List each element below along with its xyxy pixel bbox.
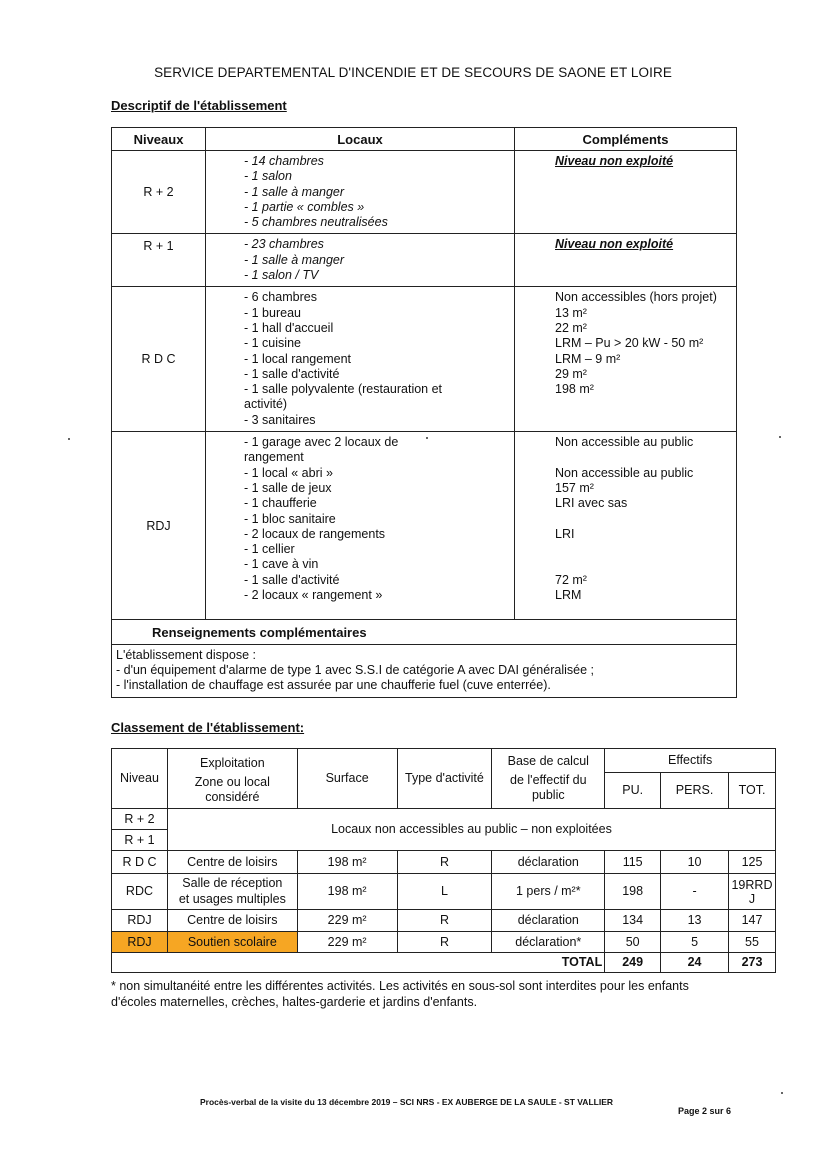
complement-text bbox=[555, 542, 736, 557]
zone-line: et usages multiples bbox=[178, 891, 286, 906]
locaux-cell bbox=[206, 151, 515, 234]
pu-cell: 198 bbox=[605, 874, 661, 910]
complement-text: Niveau non exploité bbox=[555, 237, 674, 252]
header-tot: TOT. bbox=[728, 773, 775, 809]
list-item: - 14 chambres bbox=[244, 154, 324, 168]
pers-cell: - bbox=[661, 874, 729, 910]
header-niveau: Niveau bbox=[112, 749, 168, 809]
list-item: - 3 sanitaires bbox=[244, 412, 316, 427]
total-pu: 249 bbox=[605, 953, 661, 973]
type-cell: R bbox=[397, 851, 492, 874]
footnote bbox=[111, 979, 751, 1010]
descriptif-table bbox=[111, 127, 737, 698]
list-item: - 1 local rangement bbox=[244, 351, 352, 366]
complement-text: LRM – 9 m² bbox=[555, 351, 621, 366]
classement-title: Classement de l'établissement: bbox=[111, 720, 305, 735]
header-base-line: Base de calcul bbox=[507, 753, 589, 768]
table-row bbox=[112, 151, 737, 234]
niveau-cell: R + 1 bbox=[112, 830, 168, 851]
base-cell: 1 pers / m²* bbox=[492, 874, 605, 910]
surface-cell: 198 m² bbox=[297, 874, 397, 910]
locaux-cell bbox=[206, 432, 515, 620]
header-exploitation-line: Zone ou local bbox=[194, 774, 270, 789]
complement-text bbox=[555, 512, 736, 527]
total-label: TOTAL bbox=[112, 953, 605, 973]
list-item: - 1 salle polyvalente (restauration et bbox=[244, 382, 443, 397]
table-row bbox=[112, 809, 776, 830]
classement-header-row bbox=[112, 749, 776, 773]
table-row bbox=[112, 851, 776, 874]
non-access-cell: Locaux non accessibles au public – non exploitées bbox=[167, 809, 775, 851]
list-item: - 1 bureau bbox=[244, 305, 301, 320]
locaux-cell bbox=[206, 287, 515, 432]
list-item: - 1 cuisine bbox=[244, 336, 301, 351]
complement-text: 29 m² bbox=[555, 366, 587, 381]
list-item: - 1 salon bbox=[244, 169, 292, 184]
surface-cell: 198 m² bbox=[297, 851, 397, 874]
complement-text: LRM – Pu > 20 kW - 50 m² bbox=[555, 336, 704, 351]
zone-cell: Centre de loisirs bbox=[167, 851, 297, 874]
renseignements-header-row bbox=[112, 620, 737, 645]
type-cell: R bbox=[397, 910, 492, 932]
table-row bbox=[112, 874, 776, 910]
complement-text: 198 m² bbox=[555, 382, 594, 397]
complement-text: 157 m² bbox=[555, 480, 594, 495]
pu-cell: 134 bbox=[605, 910, 661, 932]
tot-cell: 19RRDJ bbox=[728, 874, 775, 910]
list-item: activité) bbox=[244, 397, 288, 412]
header-niveaux: Niveaux bbox=[112, 128, 206, 151]
header-complements: Compléments bbox=[515, 128, 737, 151]
list-item: - 1 salle à manger bbox=[244, 184, 345, 199]
renseignements-title: Renseignements complémentaires bbox=[112, 620, 737, 645]
list-item: - 1 cave à vin bbox=[244, 557, 319, 572]
complement-text: 13 m² bbox=[555, 305, 587, 320]
pu-cell: 50 bbox=[605, 932, 661, 953]
header-base-line: de l'effectif du bbox=[510, 772, 587, 787]
scan-mark bbox=[781, 1092, 783, 1094]
header-exploitation-line: Exploitation bbox=[200, 755, 265, 770]
header-base-line: public bbox=[531, 788, 565, 803]
niveau-cell: R D C bbox=[112, 851, 168, 874]
descriptif-title: Descriptif de l'établissement bbox=[111, 98, 287, 113]
list-item: - 1 local « abri » bbox=[244, 465, 333, 480]
surface-cell: 229 m² bbox=[297, 932, 397, 953]
list-item: - 1 garage avec 2 locaux de bbox=[244, 435, 399, 450]
complement-text: Non accessibles (hors projet) bbox=[555, 290, 717, 305]
list-item: - 2 locaux de rangements bbox=[244, 526, 386, 541]
list-item: - 1 salle d'activité bbox=[244, 572, 340, 587]
complement-text: Non accessible au public bbox=[555, 435, 694, 450]
header-exploitation bbox=[167, 749, 297, 809]
complement-text: LRI bbox=[555, 526, 575, 541]
list-item: - 1 cellier bbox=[244, 542, 295, 557]
list-item: - 1 bloc sanitaire bbox=[244, 511, 336, 526]
pu-cell: 115 bbox=[605, 851, 661, 874]
table-row bbox=[112, 910, 776, 932]
list-item: - 1 chaufferie bbox=[244, 496, 317, 511]
complement-text bbox=[555, 450, 736, 465]
list-item: - 1 salle de jeux bbox=[244, 480, 332, 495]
renseignements-body bbox=[112, 645, 737, 698]
niveau-cell: R + 2 bbox=[112, 151, 206, 234]
header-exploitation-line: considéré bbox=[205, 790, 260, 805]
classement-table bbox=[111, 748, 776, 973]
list-item: - 23 chambres bbox=[244, 237, 324, 252]
complements-cell bbox=[515, 234, 737, 287]
document-footer: Procès-verbal de la visite du 13 décembre 2019 – SCI NRS - EX AUBERGE DE LA SAULE - ST VALLIER bbox=[200, 1097, 614, 1107]
renseignement-line: - d'un équipement d'alarme de type 1 avec S.S.I de catégorie A avec DAI généralisée ; bbox=[116, 663, 594, 678]
complement-text bbox=[555, 557, 736, 572]
header-surface: Surface bbox=[297, 749, 397, 809]
complement-text: LRI avec sas bbox=[555, 496, 628, 511]
list-item: rangement bbox=[244, 450, 304, 465]
niveau-cell: RDJ bbox=[112, 932, 168, 953]
complement-text: LRM bbox=[555, 588, 582, 603]
pers-cell: 5 bbox=[661, 932, 729, 953]
pers-cell: 10 bbox=[661, 851, 729, 874]
renseignement-line: L'établissement dispose : bbox=[116, 648, 256, 663]
renseignements-row bbox=[112, 645, 737, 698]
zone-cell: Centre de loisirs bbox=[167, 910, 297, 932]
complement-text: Non accessible au public bbox=[555, 465, 694, 480]
list-item: - 1 partie « combles » bbox=[244, 199, 365, 214]
header-pu: PU. bbox=[605, 773, 661, 809]
list-item: - 1 salle d'activité bbox=[244, 366, 340, 381]
tot-cell: 55 bbox=[728, 932, 775, 953]
header-effectifs: Effectifs bbox=[605, 749, 776, 773]
table-row bbox=[112, 432, 737, 620]
niveau-cell: RDJ bbox=[112, 910, 168, 932]
zone-cell: Soutien scolaire bbox=[167, 932, 297, 953]
type-cell: L bbox=[397, 874, 492, 910]
zone-cell bbox=[167, 874, 297, 910]
list-item: - 1 salon / TV bbox=[244, 268, 319, 283]
complements-cell bbox=[515, 287, 737, 432]
complement-text: 22 m² bbox=[555, 320, 587, 335]
type-cell: R bbox=[397, 932, 492, 953]
list-item: - 1 salle à manger bbox=[244, 252, 345, 267]
footnote-line: d'écoles maternelles, crèches, haltes-garderie et jardins d'enfants. bbox=[111, 994, 478, 1009]
base-cell: déclaration* bbox=[492, 932, 605, 953]
niveau-cell: RDJ bbox=[112, 432, 206, 620]
table-row bbox=[112, 287, 737, 432]
locaux-cell bbox=[206, 234, 515, 287]
tot-cell: 147 bbox=[728, 910, 775, 932]
scan-mark bbox=[779, 436, 781, 438]
page-number: Page 2 sur 6 bbox=[678, 1106, 732, 1116]
header-base bbox=[492, 749, 605, 809]
surface-cell: 229 m² bbox=[297, 910, 397, 932]
niveau-cell: R + 1 bbox=[112, 234, 206, 287]
total-tot: 273 bbox=[728, 953, 775, 973]
header-pers: PERS. bbox=[661, 773, 729, 809]
table-row bbox=[112, 234, 737, 287]
list-item: - 5 chambres neutralisées bbox=[244, 215, 388, 230]
niveau-cell: R D C bbox=[112, 287, 206, 432]
niveau-cell: R + 2 bbox=[112, 809, 168, 830]
zone-line: Salle de réception bbox=[182, 876, 283, 891]
complement-text: Niveau non exploité bbox=[555, 154, 674, 168]
base-cell: déclaration bbox=[492, 851, 605, 874]
pers-cell: 13 bbox=[661, 910, 729, 932]
table-row bbox=[112, 932, 776, 953]
total-row bbox=[112, 953, 776, 973]
list-item: - 1 hall d'accueil bbox=[244, 320, 334, 335]
complement-text: 72 m² bbox=[555, 572, 587, 587]
header-locaux: Locaux bbox=[206, 128, 515, 151]
complements-cell bbox=[515, 432, 737, 620]
tot-cell: 125 bbox=[728, 851, 775, 874]
total-pers: 24 bbox=[661, 953, 729, 973]
document-header: SERVICE DEPARTEMENTAL D'INCENDIE ET DE SECOURS DE SAONE ET LOIRE bbox=[154, 65, 672, 80]
renseignement-line: - l'installation de chauffage est assurée par une chaufferie fuel (cuve enterrée). bbox=[116, 678, 551, 693]
niveau-cell: RDC bbox=[112, 874, 168, 910]
list-item: - 2 locaux « rangement » bbox=[244, 588, 383, 603]
scan-mark bbox=[426, 437, 428, 439]
complements-cell bbox=[515, 151, 737, 234]
descriptif-header-row bbox=[112, 128, 737, 151]
list-item: - 6 chambres bbox=[244, 290, 317, 305]
footnote-line: * non simultanéité entre les différentes activités. Les activités en sous-sol sont interdites pour les enfants bbox=[111, 979, 689, 993]
header-type: Type d'activité bbox=[397, 749, 492, 809]
base-cell: déclaration bbox=[492, 910, 605, 932]
scan-mark bbox=[68, 438, 70, 440]
